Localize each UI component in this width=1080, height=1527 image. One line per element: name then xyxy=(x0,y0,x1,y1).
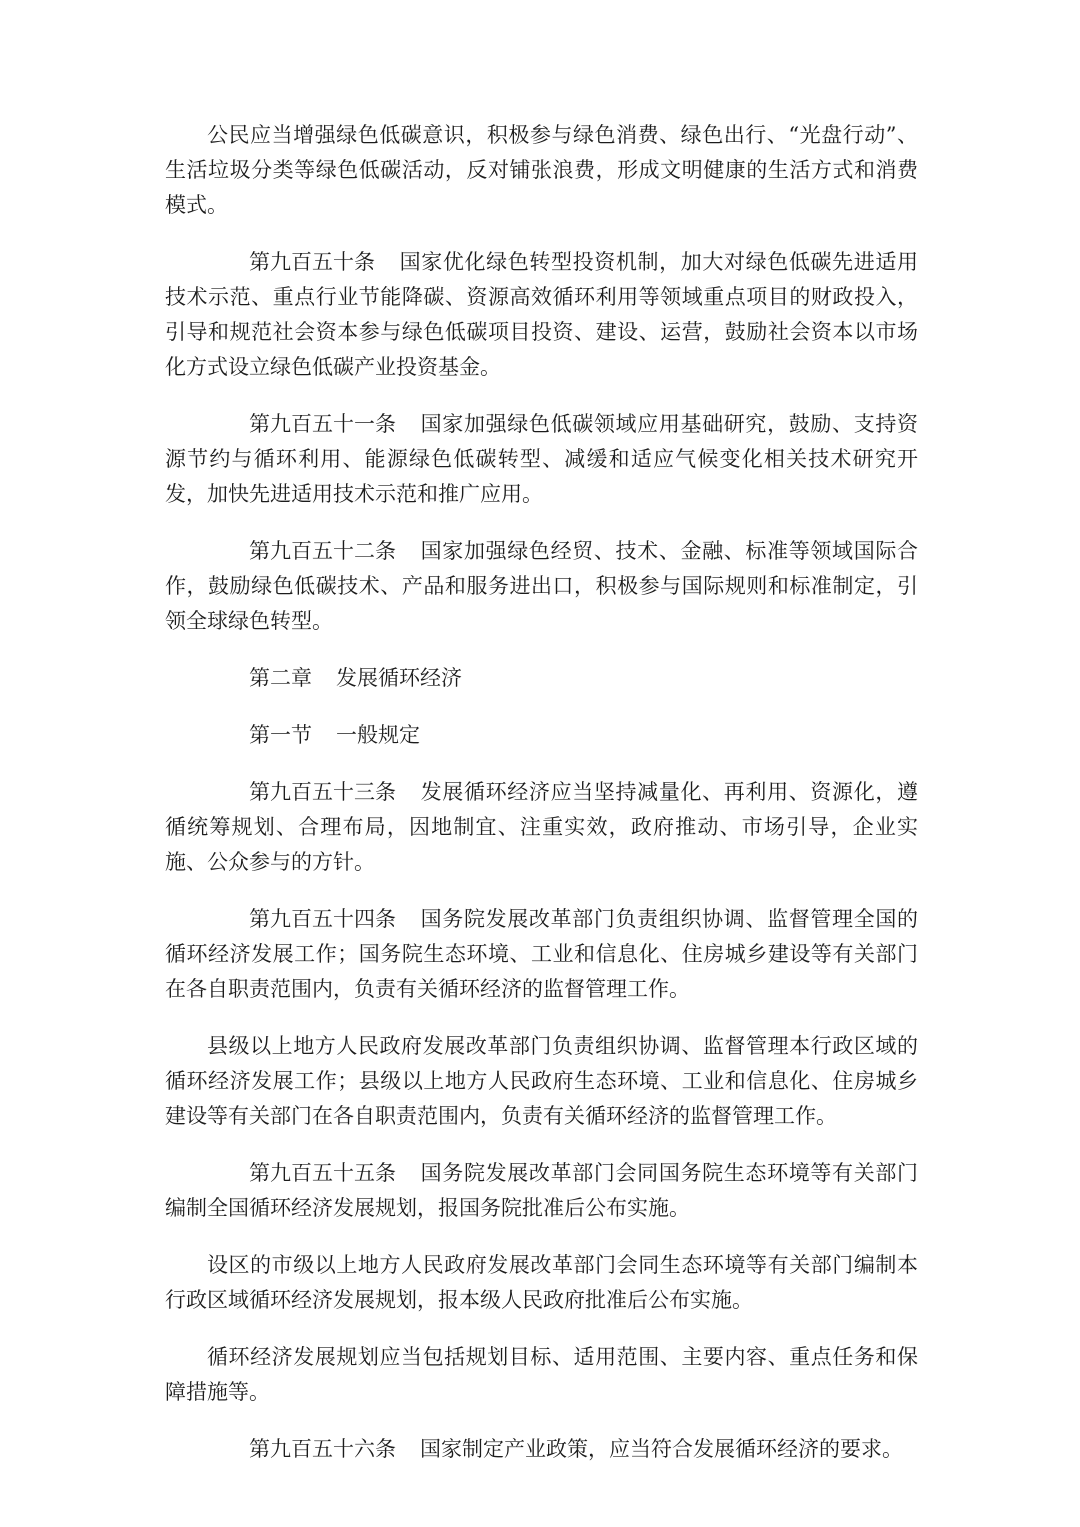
article-text: 国家加强绿色经贸、技术、金融、标准等领域国际合作，鼓励绿色低碳技术、产品和服务进出口，积极参与国际规则和标准制定，引领全球绿色转型。 xyxy=(165,539,918,633)
article-text: 国家加强绿色低碳领域应用基础研究，鼓励、支持资源节约与循环利用、能源绿色低碳转型、减缓和适应气候变化相关技术研究开发，加快先进适用技术示范和推广应用。 xyxy=(165,412,918,506)
section-heading xyxy=(165,718,918,753)
article-number: 第九百五十五条 xyxy=(249,1161,396,1185)
article-950 xyxy=(165,245,918,385)
article-number: 第九百五十一条 xyxy=(249,412,396,436)
article-number: 第九百五十二条 xyxy=(249,539,396,563)
paragraph-plan-contents xyxy=(165,1340,918,1410)
article-number: 第九百五十四条 xyxy=(249,907,396,931)
paragraph-text: 循环经济发展规划应当包括规划目标、适用范围、主要内容、重点任务和保障措施等。 xyxy=(165,1345,918,1404)
section-number: 第一节 xyxy=(249,723,312,747)
article-number: 第九百五十条 xyxy=(249,250,375,274)
paragraph-text: 县级以上地方人民政府发展改革部门负责组织协调、监督管理本行政区域的循环经济发展工作；县级以上地方人民政府生态环境、工业和信息化、住房城乡建设等有关部门在各自职责范围内，负责有关循环经济的监督管理工作。 xyxy=(165,1034,918,1128)
document-body xyxy=(165,118,918,1489)
article-text: 国家制定产业政策，应当符合发展循环经济的要求。 xyxy=(420,1437,903,1461)
paragraph-citizen-duty xyxy=(165,118,918,223)
article-number: 第九百五十六条 xyxy=(249,1437,396,1461)
article-text: 国家优化绿色转型投资机制，加大对绿色低碳先进适用技术示范、重点行业节能降碳、资源高效循环利用等领域重点项目的财政投入，引导和规范社会资本参与绿色低碳项目投资、建设、运营，鼓励社会资本以市场化方式设立绿色低碳产业投资基金。 xyxy=(165,250,918,379)
article-text: 国务院发展改革部门会同国务院生态环境等有关部门编制全国循环经济发展规划，报国务院批准后公布实施。 xyxy=(165,1161,918,1220)
chapter-number: 第二章 xyxy=(249,666,312,690)
article-951 xyxy=(165,407,918,512)
section-title: 一般规定 xyxy=(336,723,420,747)
article-954 xyxy=(165,902,918,1007)
article-955 xyxy=(165,1156,918,1226)
paragraph-city-planning xyxy=(165,1248,918,1318)
article-956 xyxy=(165,1432,918,1467)
article-text: 国务院发展改革部门负责组织协调、监督管理全国的循环经济发展工作；国务院生态环境、工业和信息化、住房城乡建设等有关部门在各自职责范围内，负责有关循环经济的监督管理工作。 xyxy=(165,907,918,1001)
article-953 xyxy=(165,775,918,880)
article-952 xyxy=(165,534,918,639)
article-number: 第九百五十三条 xyxy=(249,780,396,804)
paragraph-local-government xyxy=(165,1029,918,1134)
paragraph-text: 公民应当增强绿色低碳意识，积极参与绿色消费、绿色出行、“光盘行动”、生活垃圾分类等绿色低碳活动，反对铺张浪费，形成文明健康的生活方式和消费模式。 xyxy=(165,123,918,217)
chapter-title: 发展循环经济 xyxy=(336,666,462,690)
article-text: 发展循环经济应当坚持减量化、再利用、资源化，遵循统筹规划、合理布局，因地制宜、注重实效，政府推动、市场引导，企业实施、公众参与的方针。 xyxy=(165,780,918,874)
paragraph-text: 设区的市级以上地方人民政府发展改革部门会同生态环境等有关部门编制本行政区域循环经济发展规划，报本级人民政府批准后公布实施。 xyxy=(165,1253,918,1312)
chapter-heading xyxy=(165,661,918,696)
